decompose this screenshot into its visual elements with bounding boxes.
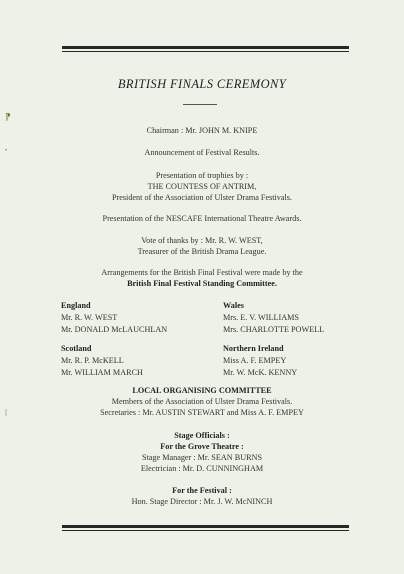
stage-manager-line: Stage Manager : Mr. SEAN BURNS [141,453,263,462]
stage-officials-heading: Stage Officials : [174,431,230,440]
northern-ireland-heading: Northern Ireland [223,344,284,353]
committee-scotland [61,343,143,379]
scotland-member: Mr. WILLIAM MARCH [61,368,143,377]
local-committee-heading: LOCAL ORGANISING COMMITTEE [132,386,272,395]
committee-wales [223,300,324,336]
thanks-line-2: Treasurer of the British Drama League. [137,247,267,256]
trophies-line-1: Presentation of trophies by : [155,171,249,180]
northern-ireland-member: Mr. W. McK. KENNY [223,368,298,377]
england-member: Mr. R. W. WEST [61,313,118,322]
arrangements-line-1: Arrangements for the British Final Festival were made by the [101,268,303,277]
trophies-line-3: President of the Association of Ulster Drama Festivals. [111,193,293,202]
margin-dot-icon: • [5,148,8,154]
bottom-double-rule [62,525,349,531]
festival-heading: For the Festival : [172,486,232,495]
nescafe-line: Presentation of the NESCAFE International Theatre Awards. [102,214,302,223]
announcement-line: Announcement of Festival Results. [144,148,260,157]
local-committee-line-2: Secretaries : Mr. AUSTIN STEWART and Miss A. F. EMPEY [100,408,304,417]
scotland-heading: Scotland [61,344,92,353]
grove-theatre-heading: For the Grove Theatre : [160,442,244,451]
title-underline [183,104,217,105]
committee-northern-ireland [223,343,297,379]
committee-england [61,300,167,336]
page-title: BRITISH FINALS CEREMONY [117,77,287,91]
wales-member: Mrs. E. V. WILLIAMS [223,313,299,322]
england-member: Mr. DONALD McLAUCHLAN [61,325,168,334]
arrangements-line-2: British Final Festival Standing Committee. [127,279,277,288]
thanks-line-1: Vote of thanks by : Mr. R. W. WEST, [141,236,263,245]
local-committee-line-1: Members of the Association of Ulster Drama Festivals. [111,397,293,406]
electrician-line: Electrician : Mr. D. CUNNINGHAM [140,464,264,473]
wales-member: Mrs. CHARLOTTE POWELL [223,325,325,334]
wales-heading: Wales [223,301,244,310]
stage-director-line: Hon. Stage Director : Mr. J. W. McNINCH [131,497,273,506]
trophies-line-2: THE COUNTESS OF ANTRIM, [147,182,257,191]
northern-ireland-member: Miss A. F. EMPEY [223,356,287,365]
top-double-rule [62,46,349,52]
england-heading: England [61,301,91,310]
scotland-member: Mr. R. P. McKELL [61,356,124,365]
chairman-line: Chairman : Mr. JOHN M. KNIPE [146,126,258,135]
margin-tick-icon: ǀ [5,408,8,419]
margin-mark-icon: ⁋ [5,112,11,122]
